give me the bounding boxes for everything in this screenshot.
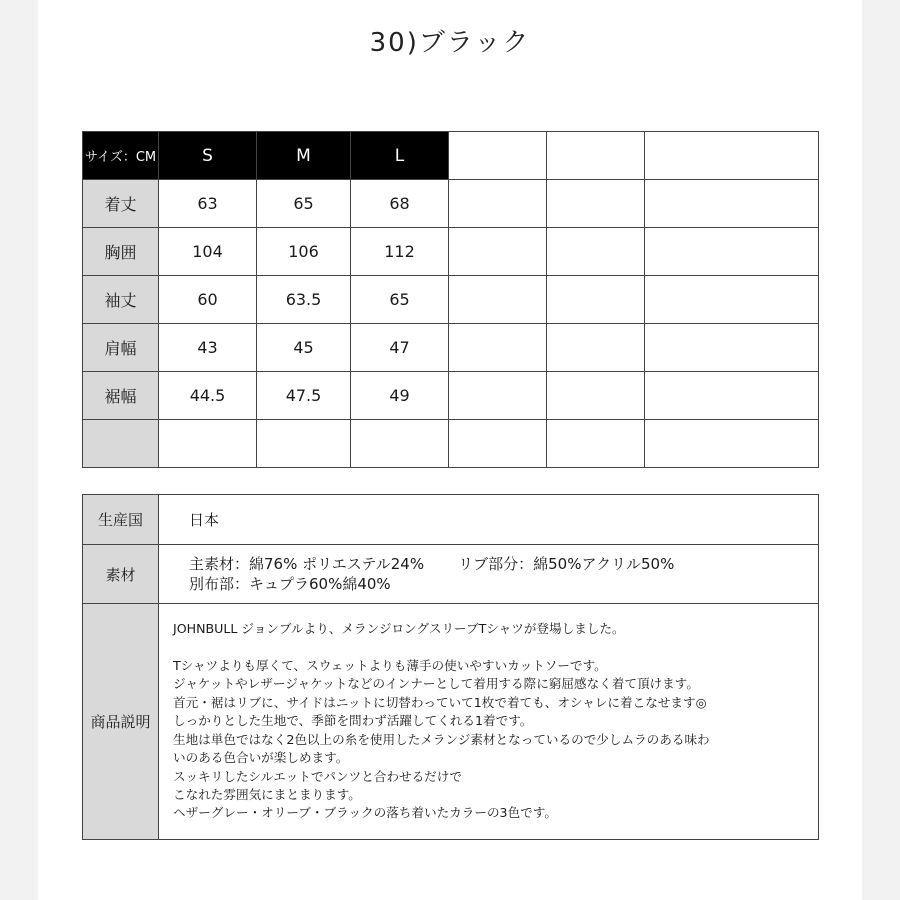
- description-line: Tシャツよりも厚くて、スウェットよりも薄手の使いやすいカットソーです。: [173, 658, 607, 674]
- empty-cell: [645, 420, 819, 468]
- description-text: [159, 604, 819, 840]
- empty-cell: [449, 180, 547, 228]
- size-value: 60: [159, 276, 257, 324]
- empty-cell: [449, 324, 547, 372]
- description-line: ヘザーグレー・オリーブ・ブラックの落ち着いたカラーの3色です。: [173, 805, 557, 821]
- material-label: 素材: [83, 545, 159, 604]
- row-label-empty: [83, 420, 159, 468]
- size-value: 106: [257, 228, 351, 276]
- empty-cell: [645, 180, 819, 228]
- rib-material: リブ部分：綿50%アクリル50%: [458, 555, 675, 573]
- description-line: 生地は単色ではなく2色以上の糸を使用したメランジ素材となっているので少しムラのある味わ: [173, 731, 710, 747]
- description-line: いのある色合いが楽しめます。: [173, 750, 349, 766]
- empty-cell: [547, 276, 645, 324]
- size-value: 68: [351, 180, 449, 228]
- empty-cell: [547, 180, 645, 228]
- table-row: [83, 180, 819, 228]
- row-label: 裾幅: [83, 372, 159, 420]
- empty-cell: [547, 372, 645, 420]
- size-value: 65: [257, 180, 351, 228]
- empty-cell: [449, 132, 547, 180]
- row-label: 肩幅: [83, 324, 159, 372]
- table-row: [83, 276, 819, 324]
- description-line: 首元・裾はリブに、サイドはニットに切替わっていて1枚で着ても、オシャレに着こなせます◎: [173, 694, 707, 710]
- size-value: 43: [159, 324, 257, 372]
- description-line: しっかりとした生地で、季節を問わず活躍してくれる1着です。: [173, 713, 533, 729]
- sub-material: 別布部：キュプラ60%綿40%: [189, 575, 391, 593]
- product-info-table: [82, 494, 819, 840]
- empty-cell: [645, 324, 819, 372]
- size-value: 65: [351, 276, 449, 324]
- description-row: [83, 604, 819, 840]
- size-value: 104: [159, 228, 257, 276]
- product-detail-page: [38, 0, 862, 900]
- table-row: [83, 228, 819, 276]
- origin-row: [83, 495, 819, 545]
- row-label: 着丈: [83, 180, 159, 228]
- description-spacer: [173, 639, 806, 657]
- row-label: 胸囲: [83, 228, 159, 276]
- size-header-m: M: [257, 132, 351, 180]
- material-line: [189, 554, 818, 574]
- origin-label: 生産国: [83, 495, 159, 545]
- empty-cell: [645, 228, 819, 276]
- size-value: 45: [257, 324, 351, 372]
- empty-cell: [449, 420, 547, 468]
- size-value: 49: [351, 372, 449, 420]
- empty-cell: [645, 132, 819, 180]
- material-row: [83, 545, 819, 604]
- size-header-s: S: [159, 132, 257, 180]
- description-line: JOHNBULL ジョンブルより、メランジロングスリーブTシャツが登場しました。: [173, 621, 625, 637]
- empty-cell: [645, 276, 819, 324]
- empty-cell: [547, 324, 645, 372]
- size-table: [82, 131, 819, 468]
- page-title: 30)ブラック: [369, 28, 531, 58]
- main-material: 主素材：綿76% ポリエステル24%: [189, 555, 425, 573]
- empty-cell: [159, 420, 257, 468]
- size-value: 47.5: [257, 372, 351, 420]
- table-row: [83, 324, 819, 372]
- table-row: [83, 372, 819, 420]
- empty-cell: [645, 372, 819, 420]
- size-value: 63: [159, 180, 257, 228]
- empty-cell: [449, 276, 547, 324]
- size-value: 47: [351, 324, 449, 372]
- size-value: 63.5: [257, 276, 351, 324]
- empty-cell: [449, 372, 547, 420]
- size-header-row: [83, 132, 819, 180]
- size-unit-label: サイズ：CM: [83, 132, 159, 180]
- empty-cell: [449, 228, 547, 276]
- description-label: 商品説明: [83, 604, 159, 840]
- empty-cell: [547, 228, 645, 276]
- size-value: 112: [351, 228, 449, 276]
- empty-cell: [547, 132, 645, 180]
- material-value: [159, 545, 819, 604]
- empty-cell: [257, 420, 351, 468]
- description-line: こなれた雰囲気にまとまります。: [173, 786, 361, 802]
- description-line: ジャケットやレザージャケットなどのインナーとして着用する際に窮屈感なく着て頂けます。: [173, 676, 699, 692]
- empty-cell: [351, 420, 449, 468]
- origin-value: 日本: [159, 495, 819, 545]
- row-label: 袖丈: [83, 276, 159, 324]
- table-row: [83, 420, 819, 468]
- size-header-l: L: [351, 132, 449, 180]
- empty-cell: [547, 420, 645, 468]
- description-line: スッキリしたシルエットでパンツと合わせるだけで: [173, 768, 462, 784]
- size-value: 44.5: [159, 372, 257, 420]
